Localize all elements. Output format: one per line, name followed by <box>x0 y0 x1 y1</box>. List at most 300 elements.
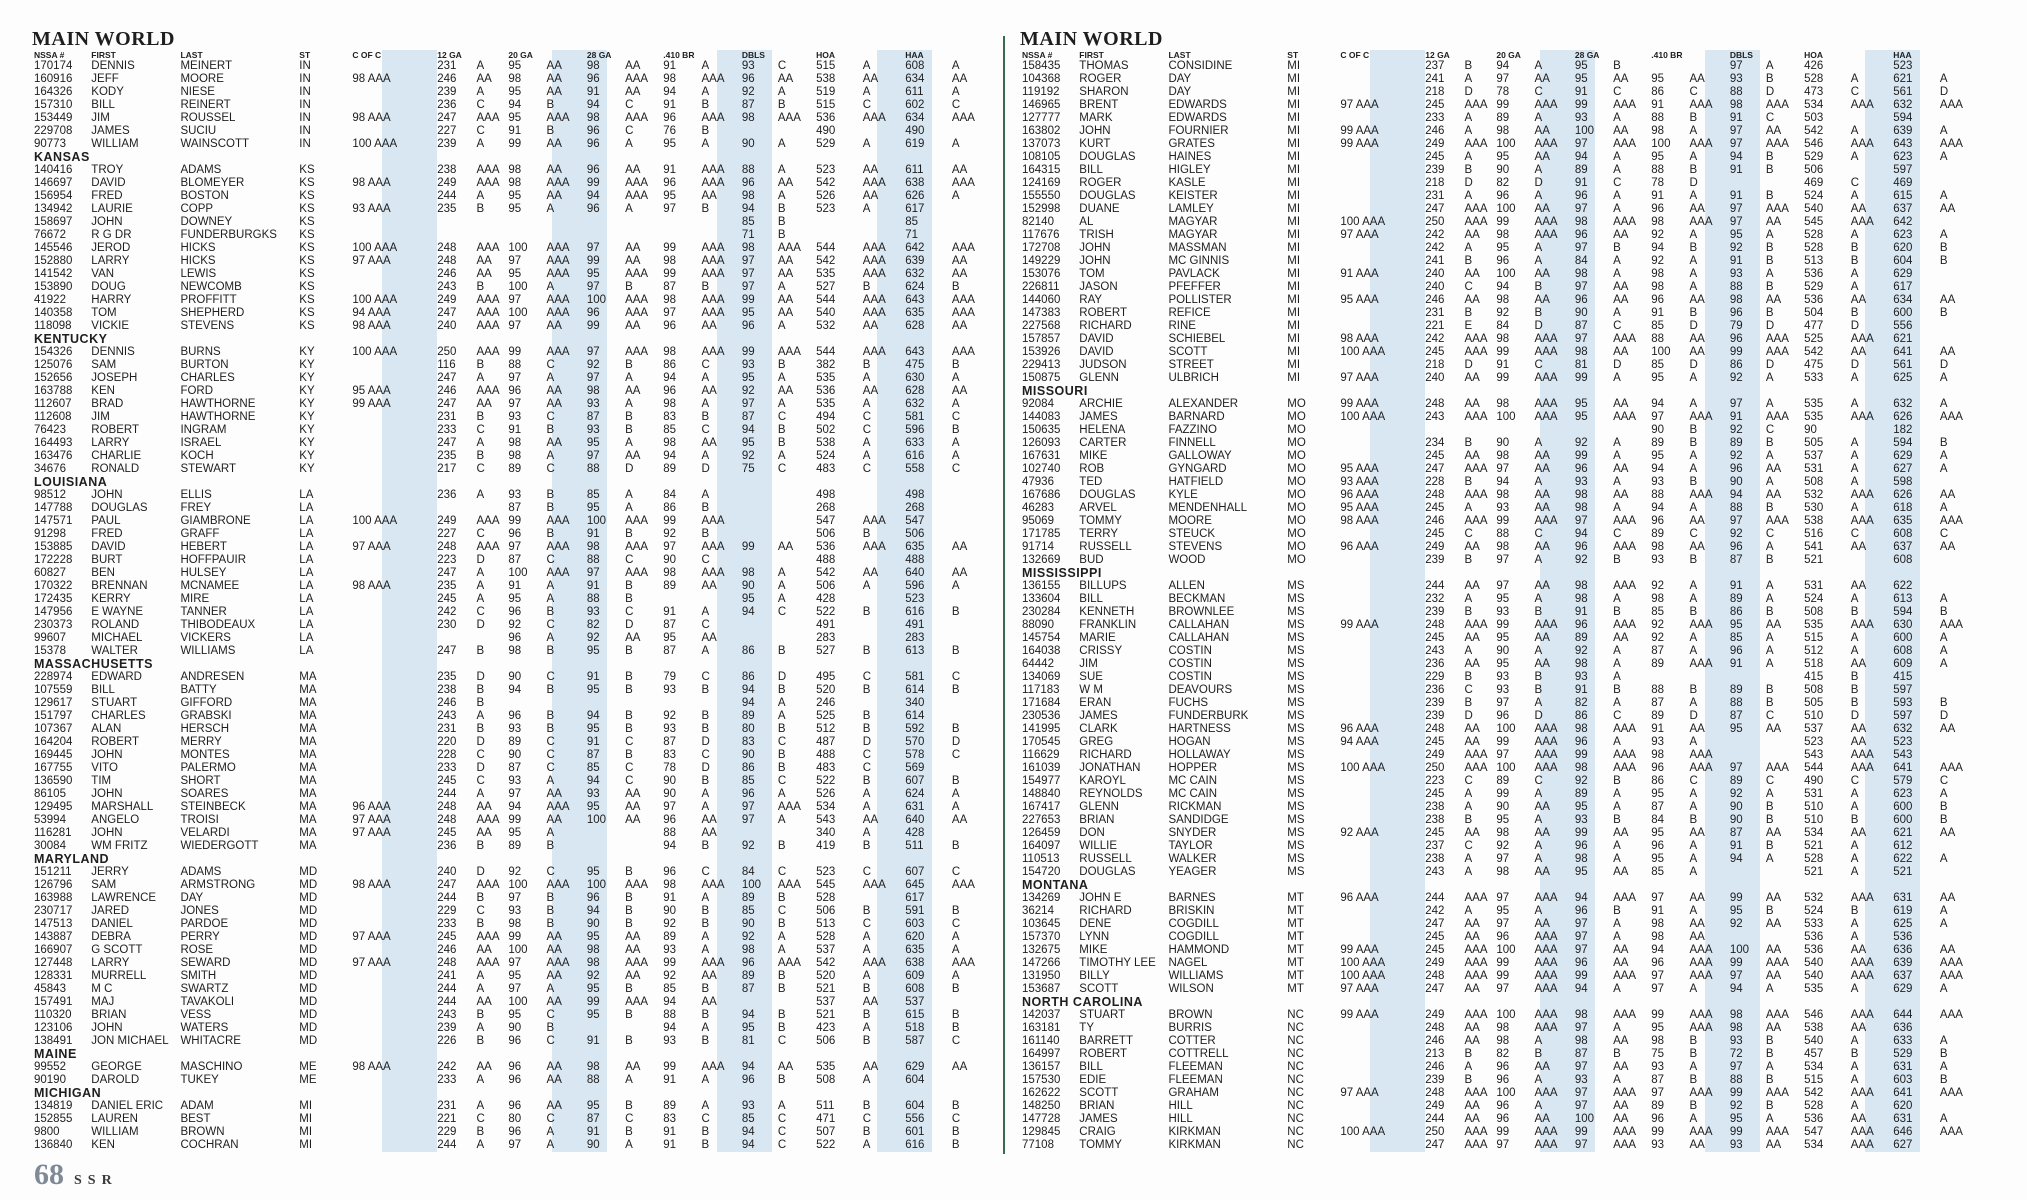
table-cell: 104368 <box>1022 73 1061 85</box>
table-cell: 93 <box>586 606 600 618</box>
table-cell: AAA <box>1939 762 1963 774</box>
table-cell: 96 <box>663 320 677 332</box>
table-cell: A <box>1534 476 1543 488</box>
table-cell: 240 <box>1425 268 1445 280</box>
table-cell: 92 <box>741 840 755 852</box>
table-cell: 87 <box>663 619 677 631</box>
table-row <box>32 1009 1002 1022</box>
table-cell: 95 <box>1574 60 1588 72</box>
table-cell: 95 <box>508 593 522 605</box>
table-cell: 249 <box>437 294 457 306</box>
column-header: HAA <box>1893 50 1912 60</box>
table-cell: AA <box>701 437 717 449</box>
table-cell: 524 <box>1804 190 1824 202</box>
table-row <box>32 255 1002 268</box>
table-cell: AA <box>1939 827 1956 839</box>
table-cell: AAA <box>701 255 725 267</box>
table-cell: A <box>1850 190 1859 202</box>
table-cell <box>585 840 623 853</box>
table-cell: D <box>1534 320 1543 332</box>
table-cell: AAA <box>1534 970 1558 982</box>
table-cell: 510 <box>1804 710 1824 722</box>
table-cell: MI <box>1287 294 1301 306</box>
table-cell: DAY <box>180 892 204 904</box>
table-cell: BURRIS <box>1168 1022 1212 1034</box>
table-cell: 93 <box>508 411 522 423</box>
table-cell: 473 <box>1804 86 1824 98</box>
table-cell: AA <box>1464 658 1480 670</box>
table-cell: BILL <box>1079 164 1103 176</box>
table-cell: 547 <box>816 515 836 527</box>
table-cell: B <box>1464 476 1473 488</box>
table-cell: AAA <box>701 242 725 254</box>
table-cell: 240 <box>437 320 457 332</box>
table-cell: 634 <box>1893 294 1913 306</box>
table-cell: BURT <box>91 554 123 566</box>
table-cell: 86 <box>1651 86 1665 98</box>
table-cell: 83 <box>663 749 677 761</box>
table-cell: D <box>777 671 787 683</box>
table-cell: 167417 <box>1022 801 1061 813</box>
table-cell: 248 <box>1425 489 1445 501</box>
table-cell: 94 <box>663 450 677 462</box>
table-cell <box>350 996 435 1009</box>
table-cell: A <box>701 645 710 657</box>
state-heading-row <box>32 151 1002 164</box>
table-cell: STUART <box>1079 1009 1126 1021</box>
table-cell: 217 <box>437 463 457 475</box>
table-cell: A <box>1534 554 1543 566</box>
table-cell: 138491 <box>34 1035 73 1047</box>
table-cell: 96 AAA <box>1340 489 1379 501</box>
table-cell: 248 <box>437 814 457 826</box>
table-cell: B <box>476 645 485 657</box>
table-cell: 91 <box>586 1126 600 1138</box>
table-row <box>32 632 1002 645</box>
table-row <box>1020 593 1990 606</box>
table-cell: AAA <box>1464 463 1488 475</box>
table-cell: 92 <box>1729 450 1743 462</box>
table-cell: 87 <box>1574 1048 1588 1060</box>
table-cell: DOWNEY <box>180 216 233 228</box>
table-cell: B <box>1765 502 1774 514</box>
table-cell: A <box>1613 203 1621 215</box>
table-cell: GRAHAM <box>1168 1087 1219 1099</box>
table-cell: A <box>1689 788 1698 800</box>
table-cell: 609 <box>1893 658 1913 670</box>
table-cell: JAMES <box>1079 1113 1118 1125</box>
table-cell: A <box>1765 1061 1774 1073</box>
table-cell: B <box>701 775 710 787</box>
table-cell: AA <box>1464 1022 1480 1034</box>
table-cell: 91 <box>663 164 677 176</box>
table-row <box>1020 827 1990 840</box>
table-cell: JOSEPH <box>91 372 138 384</box>
table-cell: KY <box>299 411 315 423</box>
table-cell: C <box>476 775 485 787</box>
table-cell: DENNIS <box>91 60 135 72</box>
table-cell <box>1338 242 1423 255</box>
table-cell: 249 <box>437 177 457 189</box>
table-cell: AAA <box>476 385 500 397</box>
table-cell: A <box>625 489 633 501</box>
table-cell: 638 <box>905 177 925 189</box>
table-cell <box>1938 931 1990 944</box>
table-cell: A <box>951 801 960 813</box>
table-cell: A <box>1464 151 1473 163</box>
table-cell: B <box>476 697 485 709</box>
table-cell <box>435 216 474 229</box>
table-cell: AAA <box>1765 1009 1789 1021</box>
table-cell: A <box>1850 476 1859 488</box>
table-cell: 100 <box>1651 346 1671 358</box>
table-cell: MD <box>299 866 318 878</box>
table-cell: 99 <box>1496 515 1510 527</box>
table-cell: 96 <box>741 957 755 969</box>
table-cell: ARCHIE <box>1079 398 1123 410</box>
table-cell: 96 <box>586 73 600 85</box>
table-cell: B <box>701 1139 710 1151</box>
table-cell: 95 <box>586 645 600 657</box>
table-cell: 164326 <box>34 86 73 98</box>
table-cell: 89 <box>508 736 522 748</box>
table-cell: 153890 <box>34 281 73 293</box>
table-cell: 85 <box>1651 606 1665 618</box>
table-cell: A <box>1689 840 1698 852</box>
table-cell: 97 <box>1651 892 1665 904</box>
table-cell: AA <box>1464 918 1480 930</box>
table-cell: 230536 <box>1022 710 1061 722</box>
table-cell: 246 <box>437 697 457 709</box>
table-cell: 621 <box>1893 333 1913 345</box>
table-cell: 9800 <box>34 1126 60 1138</box>
table-row <box>1020 775 1990 788</box>
table-cell: AA <box>1765 463 1782 475</box>
table-cell: 96 <box>586 164 600 176</box>
table-cell: A <box>951 944 960 956</box>
table-cell: 151211 <box>34 866 72 878</box>
table-row <box>32 99 1002 112</box>
table-cell: A <box>951 450 960 462</box>
table-cell: D <box>1689 710 1698 722</box>
table-cell: A <box>777 450 786 462</box>
table-cell: AAA <box>701 346 725 358</box>
table-cell: A <box>777 697 786 709</box>
table-cell <box>1338 203 1423 216</box>
table-cell: BROWNLEE <box>1168 606 1235 618</box>
table-cell: 537 <box>1804 723 1824 735</box>
table-cell: 528 <box>1804 229 1824 241</box>
table-cell: AAA <box>1534 398 1558 410</box>
table-cell: AAA <box>1534 229 1558 241</box>
table-cell: 624 <box>905 788 925 800</box>
table-cell: AAA <box>862 242 886 254</box>
table-cell: LA <box>299 645 314 657</box>
state-heading-row <box>32 853 1002 866</box>
table-cell: FINNELL <box>1168 437 1216 449</box>
table-row <box>32 60 1002 73</box>
table-cell: AAA <box>1765 1126 1789 1138</box>
table-cell: A <box>1850 983 1859 995</box>
table-cell: 85 <box>586 489 600 501</box>
table-cell: LAWRENCE <box>91 892 157 904</box>
column-header <box>1764 50 1802 60</box>
table-cell: 247 <box>437 307 457 319</box>
table-cell: C <box>777 866 787 878</box>
table-cell: 96 <box>741 1074 755 1086</box>
table-cell: 164038 <box>1022 645 1061 657</box>
table-cell: 99 <box>1574 970 1588 982</box>
table-cell: AAA <box>625 177 649 189</box>
table-cell: HERSCH <box>180 723 229 735</box>
table-row <box>32 450 1002 463</box>
table-cell <box>506 216 544 229</box>
table-cell: SAM <box>91 359 117 371</box>
table-cell: A <box>1689 151 1698 163</box>
table-cell: A <box>1850 918 1859 930</box>
table-cell: 643 <box>905 346 925 358</box>
table-cell: A <box>1689 580 1698 592</box>
table-cell: 528 <box>1804 853 1824 865</box>
table-cell: 100 AAA <box>1340 346 1386 358</box>
table-cell: C <box>1613 528 1622 540</box>
table-cell: 96 <box>508 606 522 618</box>
table-cell: AAA <box>1464 99 1488 111</box>
table-cell: SNYDER <box>1168 827 1217 839</box>
table-cell: 97 <box>508 541 522 553</box>
table-cell: 95 <box>508 190 522 202</box>
table-cell: 608 <box>905 60 925 72</box>
table-cell: AAA <box>701 268 725 280</box>
table-cell: 91 <box>663 60 677 72</box>
table-cell: 164204 <box>34 736 73 748</box>
table-cell: 630 <box>905 372 925 384</box>
table-cell: A <box>1613 151 1621 163</box>
table-cell: AA <box>546 86 562 98</box>
table-cell: WALTER <box>91 645 138 657</box>
table-cell: D <box>1464 177 1473 189</box>
table-row <box>32 216 1002 229</box>
table-cell: 96 <box>1729 463 1743 475</box>
table-cell: REYNOLDS <box>1079 788 1143 800</box>
table-cell: 100 <box>586 814 607 826</box>
table-cell: AAA <box>1613 1009 1637 1021</box>
table-cell <box>1938 60 1990 73</box>
table-cell: KS <box>299 164 315 176</box>
table-cell: AAA <box>476 112 500 124</box>
table-cell: 542 <box>1804 346 1824 358</box>
table-cell: C <box>625 736 634 748</box>
table-cell: TOM <box>1079 268 1105 280</box>
table-cell: MA <box>299 697 317 709</box>
table-cell <box>1938 840 1990 853</box>
table-cell: RICKMAN <box>1168 801 1222 813</box>
table-cell: B <box>1464 671 1473 683</box>
table-cell: B <box>701 723 710 735</box>
table-cell: 232 <box>1425 593 1445 605</box>
table-cell: 248 <box>1425 723 1445 735</box>
table-row <box>1020 840 1990 853</box>
table-cell: 87 <box>586 749 600 761</box>
table-cell <box>350 710 435 723</box>
table-cell: 34676 <box>34 463 66 475</box>
table-cell: 544 <box>816 242 836 254</box>
table-cell: 243 <box>437 710 457 722</box>
column-title: MAIN WORLD <box>32 28 175 50</box>
table-cell: TUKEY <box>180 1074 219 1086</box>
table-cell: 524 <box>1804 905 1824 917</box>
table-cell <box>1338 1100 1423 1113</box>
table-cell: C <box>951 866 961 878</box>
table-cell <box>1938 281 1990 294</box>
table-cell <box>350 697 435 710</box>
table-cell <box>350 1139 435 1152</box>
table-cell: KS <box>299 320 315 332</box>
table-cell <box>623 697 661 710</box>
table-cell <box>350 463 435 476</box>
table-cell: 93 AAA <box>352 203 391 215</box>
table-cell: HOPPER <box>1168 762 1218 774</box>
table-cell: AAA <box>1939 619 1963 631</box>
table-cell: 118098 <box>34 320 72 332</box>
table-cell: 94 <box>1496 281 1510 293</box>
table-cell: 87 <box>1729 827 1743 839</box>
table-cell: 99 <box>1729 1087 1743 1099</box>
table-cell: 97 <box>508 320 522 332</box>
table-cell: C <box>862 463 872 475</box>
table-cell: MI <box>1287 190 1301 202</box>
table-cell: AA <box>1613 827 1629 839</box>
table-cell: 157857 <box>1022 333 1061 345</box>
table-cell <box>699 697 739 710</box>
table-cell: B <box>862 281 871 293</box>
table-cell: AAA <box>1850 1087 1874 1099</box>
table-row <box>1020 164 1990 177</box>
table-cell: 228 <box>1425 476 1445 488</box>
table-cell: 642 <box>1893 216 1913 228</box>
table-cell: B <box>1689 424 1698 436</box>
table-cell: A <box>862 1022 871 1034</box>
table-cell: AAA <box>777 242 801 254</box>
table-cell: SOARES <box>180 788 229 800</box>
table-cell: D <box>1613 359 1622 371</box>
table-cell: 96 <box>1729 645 1743 657</box>
table-cell: MASCHINO <box>180 1061 243 1073</box>
table-cell: 246 <box>816 697 836 709</box>
table-cell: C <box>476 99 485 111</box>
table-cell: 92 <box>741 86 755 98</box>
table-row <box>32 1061 1002 1074</box>
table-cell: 86 <box>741 645 755 657</box>
table-cell: MARIE <box>1079 632 1116 644</box>
table-cell: 96 <box>586 892 600 904</box>
table-cell: AAA <box>1534 138 1558 150</box>
table-cell: G SCOTT <box>91 944 143 956</box>
table-cell: 88 <box>1651 164 1665 176</box>
table-cell: A <box>1939 853 1948 865</box>
table-cell: 622 <box>1893 853 1913 865</box>
table-cell <box>623 216 661 229</box>
table-cell: MS <box>1287 671 1305 683</box>
table-cell: A <box>1939 1113 1948 1125</box>
table-cell: MS <box>1287 814 1305 826</box>
table-cell: A <box>777 138 786 150</box>
table-cell: A <box>1534 164 1543 176</box>
table-cell: 503 <box>1804 112 1824 124</box>
table-cell <box>950 1074 1002 1087</box>
table-cell: 99 AAA <box>1340 125 1379 137</box>
table-cell: 96 <box>508 1074 522 1086</box>
state-heading: KENTUCKY <box>34 333 108 346</box>
table-cell: B <box>1850 684 1859 696</box>
table-cell: B <box>951 905 960 917</box>
table-cell: D <box>1464 86 1473 98</box>
table-cell: B <box>1765 281 1774 293</box>
table-cell: B <box>1939 307 1948 319</box>
table-cell: 94 <box>508 99 522 111</box>
table-cell: LA <box>299 619 314 631</box>
table-cell: 617 <box>1893 281 1913 293</box>
table-cell: B <box>1765 437 1774 449</box>
table-cell: AA <box>951 567 968 579</box>
table-cell: 641 <box>1893 1087 1913 1099</box>
table-cell: 340 <box>816 827 836 839</box>
table-cell: 97 <box>1729 216 1743 228</box>
table-cell: A <box>862 944 871 956</box>
table-cell <box>950 554 1002 567</box>
table-cell: FRED <box>91 190 123 202</box>
table-cell <box>350 749 435 762</box>
table-cell: 88 <box>586 554 600 566</box>
table-cell <box>350 632 435 645</box>
table-cell: AAA <box>862 541 886 553</box>
table-cell: 92 <box>663 970 677 982</box>
table-cell <box>506 229 544 242</box>
table-cell: 534 <box>1804 99 1824 111</box>
table-cell: AA <box>862 190 879 202</box>
table-cell <box>1338 671 1423 684</box>
table-row <box>32 1100 1002 1113</box>
table-cell: AA <box>546 320 562 332</box>
table-cell: KY <box>299 463 315 475</box>
table-cell: AAA <box>1689 749 1713 761</box>
table-cell: A <box>1850 125 1859 137</box>
table-cell: B <box>546 905 555 917</box>
table-cell: AA <box>1939 723 1956 735</box>
table-cell: KEN <box>91 1139 115 1151</box>
table-cell: A <box>476 983 485 995</box>
table-cell: MC GINNIS <box>1168 255 1230 267</box>
table-cell: AA <box>777 541 794 553</box>
table-cell: A <box>1534 242 1543 254</box>
table-cell: TIM <box>91 775 112 787</box>
table-cell: B <box>1464 554 1473 566</box>
table-cell: 167755 <box>34 762 73 774</box>
table-cell: 100 AAA <box>1340 970 1386 982</box>
table-cell: LAUREN <box>91 1113 138 1125</box>
table-cell: C <box>1464 775 1473 787</box>
table-cell: 94 <box>586 775 600 787</box>
table-cell: 90 <box>663 905 677 917</box>
table-cell: 229 <box>1425 671 1445 683</box>
table-row <box>32 827 1002 840</box>
table-cell: B <box>476 684 485 696</box>
table-cell: AA <box>777 268 794 280</box>
table-cell: A <box>862 1139 871 1151</box>
table-cell: 96 <box>1574 190 1588 202</box>
table-cell: 536 <box>1804 294 1824 306</box>
table-cell: A <box>1534 1100 1543 1112</box>
